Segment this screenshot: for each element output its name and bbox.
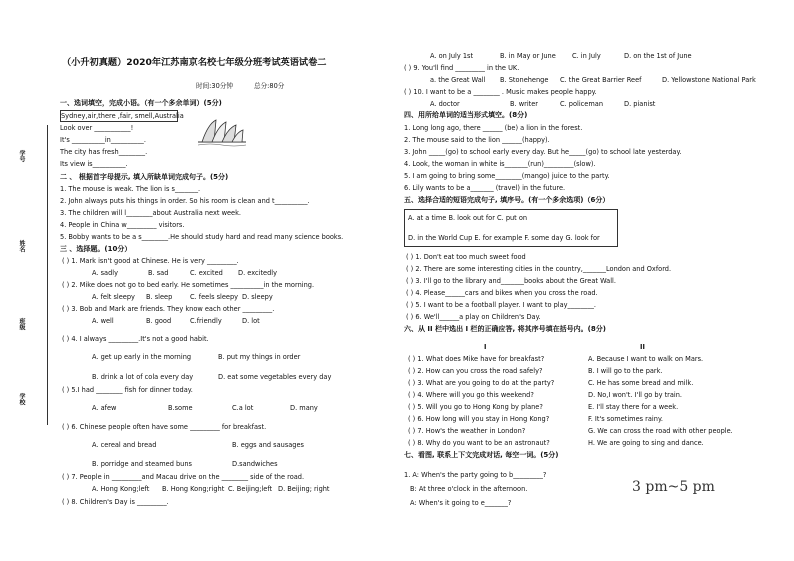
mc-option: D. pianist: [624, 100, 656, 108]
match-answer: D. No,I won't. I'll go by train.: [588, 391, 683, 399]
mc-option: C. policeman: [560, 100, 604, 108]
section-2-heading: 二 、 根据首字母提示, 填入所缺单词完成句子。(5分): [60, 173, 229, 181]
match-answer: E. I'll stay there for a week.: [588, 403, 679, 411]
match-answer: G. We can cross the road with other people.: [588, 427, 733, 435]
mc-option: D. many: [290, 404, 318, 412]
mc-option: B. porridge and steamed buns: [92, 460, 192, 468]
mc-option: B. drink a lot of cola every day: [92, 373, 194, 381]
match-answer: B. I will go to the park.: [588, 367, 663, 375]
mc-option: A. well: [92, 317, 114, 325]
match-question: ( ) 6. How long will you stay in Hong Kong?: [408, 415, 550, 423]
mc-option: B. writer: [510, 100, 539, 108]
mc-option: C. feels sleepy: [190, 293, 239, 301]
match-question: ( ) 1. What does Mike have for breakfast?: [408, 355, 545, 363]
mc-option: D. excitedly: [238, 269, 278, 277]
question-line: ( ) 2. There are some interesting cities in the country,_______London and Oxford.: [406, 265, 672, 273]
question-line: 2. The mouse said to the lion ______(happy).: [404, 136, 550, 144]
margin-label-student-id: 学号: [18, 150, 25, 162]
question-line: 2. John always puts his things in order. So his room is clean and t__________.: [60, 197, 310, 205]
mc-option: B. Stonehenge: [500, 76, 549, 84]
mc-option: B. in May or June: [500, 52, 556, 60]
mc-question-3: ( ) 3. Bob and Mark are friends. They know each other _________.: [62, 305, 275, 313]
fill-line: It's __________in__________.: [60, 136, 146, 144]
match-question: ( ) 7. How's the weather in London?: [408, 427, 526, 435]
mc-question-8: ( ) 8. Children's Day is _________.: [62, 498, 169, 506]
dialogue-line: B: At three o'clock in the afternoon.: [410, 485, 528, 493]
mc-option: A. cereal and bread: [92, 441, 157, 449]
mc-option: C.friendly: [190, 317, 222, 325]
mc-option: B. sleep: [146, 293, 173, 301]
margin-label-class: 班级: [18, 318, 25, 330]
question-line: 5. I am going to bring some________(mango) juice to the party.: [404, 172, 610, 180]
mc-option: D.sandwiches: [232, 460, 278, 468]
dialogue-line: A: When's it going to e_______?: [410, 499, 512, 507]
mc-option: A. on July 1st: [430, 52, 474, 60]
mc-question-10: ( ) 10. I want to be a ________ . Music makes people happy.: [404, 88, 597, 96]
mc-option: B. Hong Kong;right: [162, 485, 225, 493]
mc-option: B.some: [168, 404, 193, 412]
match-answer: H. We are going to sing and dance.: [588, 439, 704, 447]
phrase-bank-row-1: A. at a time B. look out for C. put on: [408, 214, 528, 222]
section-3-heading: 三 、选择题。(10分）: [60, 245, 132, 253]
question-line: 4. People in China w_________ visitors.: [60, 221, 185, 229]
mc-option: D. eat some vegetables every day: [218, 373, 332, 381]
match-question: ( ) 8. Why do you want to be an astronaut?: [408, 439, 550, 447]
mc-question-7: ( ) 7. People in _________and Macau drive on the ________ side of the road.: [62, 473, 305, 481]
question-line: ( ) 3. I'll go to the library and_______books about the Great Wall.: [406, 277, 616, 285]
exam-time: 时间:30分钟: [196, 82, 233, 90]
mc-option: B. sad: [148, 269, 169, 277]
fill-line: The city has fresh________.: [60, 148, 148, 156]
mc-question-1: ( ) 1. Mark isn't good at Chinese. He is very _________.: [62, 257, 239, 265]
question-line: 1. The mouse is weak. The lion is s_______.: [60, 185, 201, 193]
question-line: 5. Bobby wants to be a s________.He should study hard and read many science books.: [60, 233, 344, 241]
mc-option: D. Beijing; right: [278, 485, 330, 493]
column-ii-label: II: [640, 343, 645, 351]
section-6-heading: 六、从 II 栏中选出 I 栏的正确应答, 将其序号填在括号内。(8分): [404, 325, 606, 333]
mc-option: A. felt sleepy: [92, 293, 135, 301]
mc-option: C. the Great Barrier Reef: [560, 76, 642, 84]
mc-option: C.a lot: [232, 404, 254, 412]
mc-option: A. Hong Kong;left: [92, 485, 150, 493]
mc-question-2: ( ) 2. Mike does not go to bed early. He sometimes __________in the morning.: [62, 281, 315, 289]
question-line: ( ) 5. I want to be a football player. I want to play________.: [406, 301, 597, 309]
match-question: ( ) 5. Will you go to Hong Kong by plane?: [408, 403, 543, 411]
mc-option: a. the Great Wall: [430, 76, 486, 84]
fill-line: Look over ___________!: [60, 124, 134, 132]
mc-option: C. in July: [572, 52, 601, 60]
match-answer: C. He has some bread and milk.: [588, 379, 694, 387]
match-question: ( ) 2. How can you cross the road safely?: [408, 367, 543, 375]
column-i-label: I: [484, 343, 487, 351]
mc-option: D. sleepy: [242, 293, 273, 301]
question-line: 4. Look, the woman in white is_______(run)_________(slow).: [404, 160, 596, 168]
question-line: 3. The children will l________about Australia next week.: [60, 209, 241, 217]
mc-option: A. get up early in the morning: [92, 353, 192, 361]
time-note-picture: 3 pm~5 pm: [632, 479, 715, 495]
match-question: ( ) 4. Where will you go this weekend?: [408, 391, 534, 399]
question-line: 3. John _____(go) to school early every day. But he_____(go) to school late yesterday.: [404, 148, 682, 156]
mc-option: D. on the 1st of June: [624, 52, 692, 60]
mc-option: D. lot: [242, 317, 260, 325]
mc-option: B. good: [146, 317, 172, 325]
section-7-heading: 七、看图, 联系上下文完成对话, 每空一词。(5分): [404, 451, 559, 459]
section-4-heading: 四、用所给单词的适当形式填空。(8分): [404, 111, 528, 119]
mc-option: B. put my things in order: [218, 353, 301, 361]
mc-question-4: ( ) 4. I always _________.It's not a good habit.: [62, 335, 209, 343]
fill-line: Its view is__________.: [60, 160, 128, 168]
opera-house-picture: [196, 114, 248, 148]
question-line: 6. Lily wants to be a_______ (travel) in the future.: [404, 184, 566, 192]
phrase-bank-row-2: D. in the World Cup E. for example F. some day G. look for: [408, 234, 600, 242]
match-answer: A. Because I want to walk on Mars.: [588, 355, 704, 363]
dialogue-line: 1. A: When's the party going to b_________?: [404, 471, 547, 479]
margin-label-school: 学校: [18, 393, 25, 405]
mc-question-6: ( ) 6. Chinese people often have some _________ for breakfast.: [62, 423, 267, 431]
question-line: ( ) 4. Please______cars and bikes when you cross the road.: [406, 289, 598, 297]
mc-option: A. doctor: [430, 100, 460, 108]
question-line: ( ) 1. Don't eat too much sweet food: [406, 253, 526, 261]
word-bank: Sydney,air,there ,fair, smell,Australia: [61, 112, 184, 120]
match-answer: F. It's sometimes rainy.: [588, 415, 663, 423]
mc-option: A. afew: [92, 404, 117, 412]
mc-option: D. Yellowstone National Park: [662, 76, 756, 84]
section-1-heading: 一、选词填空，完成小语。（有一个多余单词）(5分): [60, 99, 222, 107]
question-line: ( ) 6. We'll______a play on Children's Day.: [406, 313, 541, 321]
section-5-heading: 五、选择合适的短语完成句子, 填序号。(有一个多余选项)（6分）: [404, 196, 610, 204]
mc-option: C. excited: [190, 269, 223, 277]
match-question: ( ) 3. What are you going to do at the party?: [408, 379, 555, 387]
mc-option: C. Beijing;left: [228, 485, 273, 493]
mc-question-5: ( ) 5.I had ________ fish for dinner today.: [62, 386, 193, 394]
margin-label-name: 姓名: [18, 240, 25, 252]
mc-option: A. sadly: [92, 269, 118, 277]
exam-score: 总分:80分: [254, 82, 285, 90]
question-line: 1. Long long ago, there ______ (be) a lion in the forest.: [404, 124, 583, 132]
page-title: （小升初真题）2020年江苏南京名校七年级分班考试英语试卷二: [62, 57, 327, 68]
binding-line: [47, 125, 48, 425]
mc-option: B. eggs and sausages: [232, 441, 304, 449]
mc-question-9: ( ) 9. You'll find _________ in the UK.: [404, 64, 520, 72]
